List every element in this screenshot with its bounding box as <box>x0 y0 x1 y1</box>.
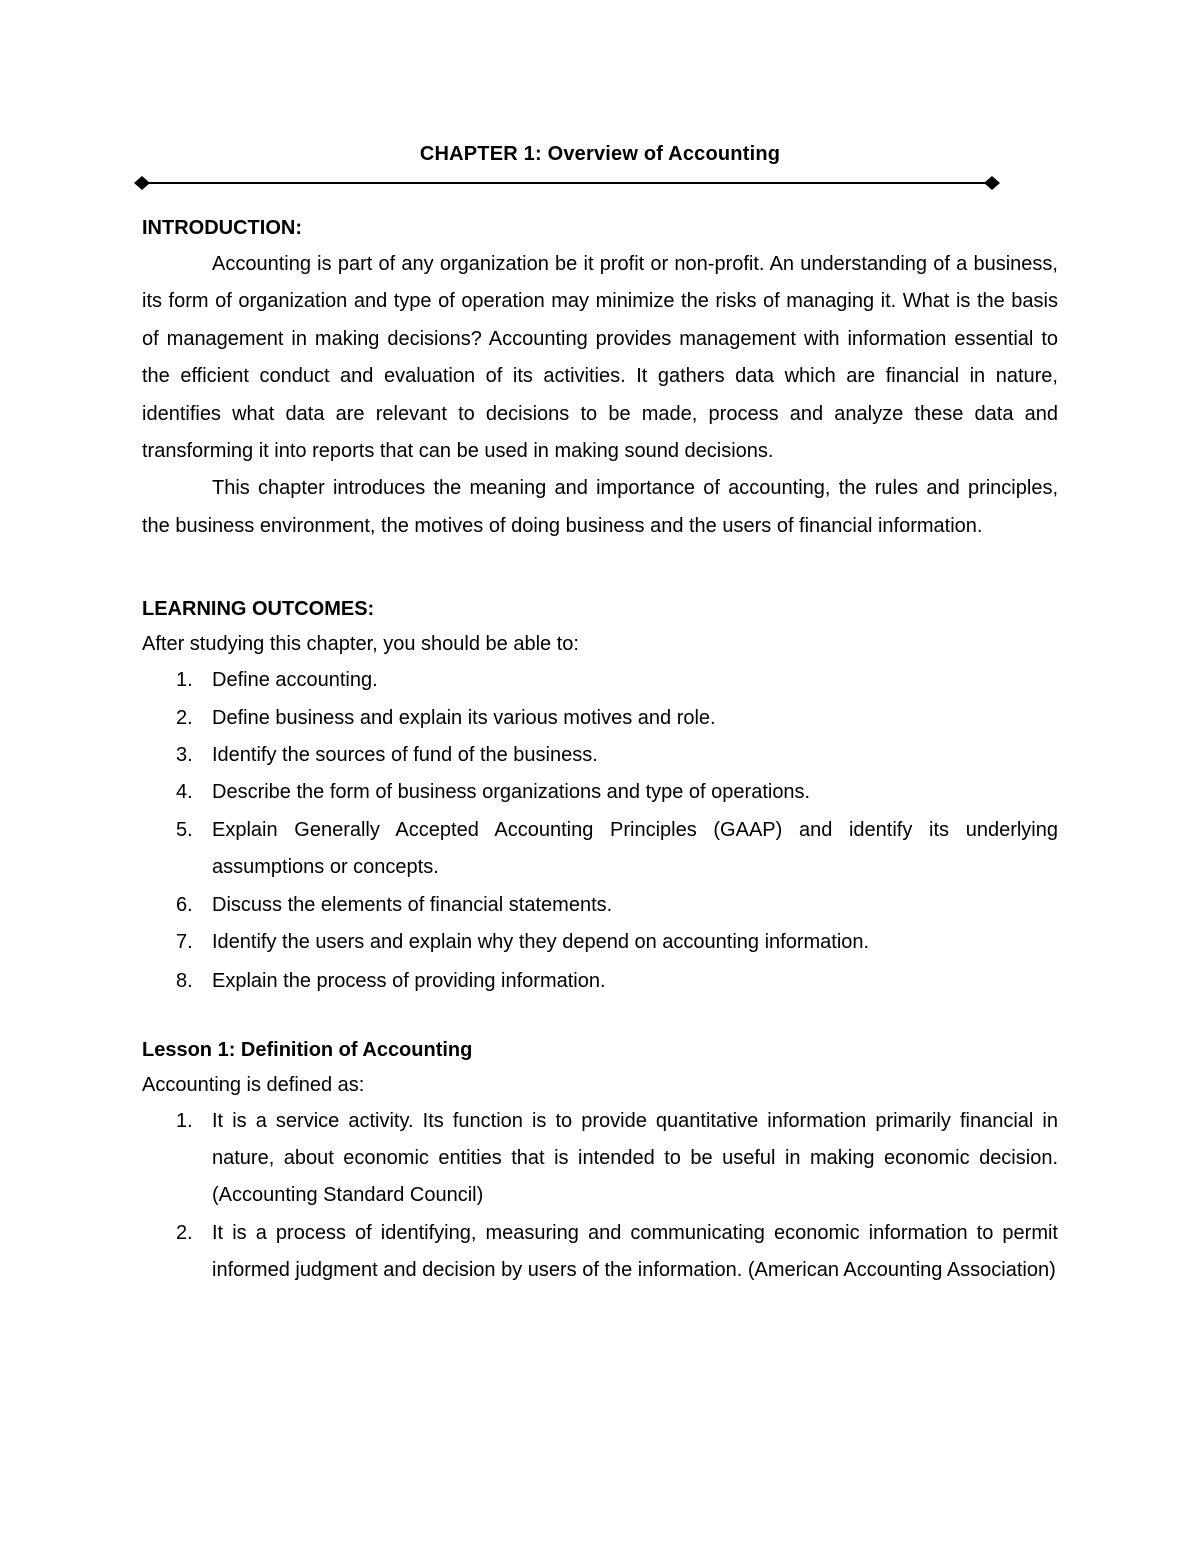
lesson-1-intro: Accounting is defined as: <box>142 1073 365 1096</box>
list-item: 1. It is a service activity. Its function is to provide quantitative information primarily financial in nature, about economic entities that is intended to be useful in making economic decision. (Accounting Standard Council) <box>176 1109 1058 1207</box>
list-item: 4. Describe the form of business organizations and type of operations. <box>176 781 811 804</box>
introduction-paragraph-2: This chapter introduces the meaning and importance of accounting, the rules and principles, the business environment, the motives of doing business and the users of financial information. <box>142 477 1058 537</box>
title-divider <box>134 174 1000 192</box>
list-item: 6. Discuss the elements of financial statements. <box>176 893 613 916</box>
diamond-line-icon <box>134 174 1000 192</box>
spacer <box>142 545 1058 592</box>
spacer <box>142 995 1058 1033</box>
learning-outcomes-intro: After studying this chapter, you should be able to: <box>142 633 579 656</box>
learning-outcomes-list <box>142 662 1058 994</box>
definitions-list <box>142 1103 1058 1290</box>
list-item: 7. Identify the users and explain why they depend on accounting information. <box>176 931 870 954</box>
list-item: 5. Explain Generally Accepted Accounting Principles (GAAP) and identify its underlying assumptions or concepts. <box>176 818 1058 879</box>
main-content <box>142 211 1058 1290</box>
lesson-1-heading: Lesson 1: Definition of Accounting <box>142 1038 473 1061</box>
list-item: 1. Define accounting. <box>176 669 378 692</box>
list-item: 3. Identify the sources of fund of the business. <box>176 744 598 767</box>
list-item: 2. It is a process of identifying, measuring and communicating economic information to permit informed judgment and decision by users of the information. (American Accounting Association) <box>176 1221 1058 1282</box>
list-item: 2. Define business and explain its various motives and role. <box>176 706 716 729</box>
introduction-paragraph-1: Accounting is part of any organization be it profit or non-profit. An understanding of a business, its form of organization and type of operation may minimize the risks of managing it. What is the basis of management in making decisions? Accounting provides management with information essential to the efficient conduct and evaluation of its activities. It gathers data which are financial in nature, identifies what data are relevant to decisions to be made, process and analyze these data and transforming it into reports that can be used in making sound decisions. <box>142 253 1058 463</box>
chapter-title: CHAPTER 1: Overview of Accounting <box>419 143 781 165</box>
list-item: 8. Explain the process of providing information. <box>176 969 606 992</box>
learning-outcomes-heading: LEARNING OUTCOMES: <box>142 598 375 621</box>
introduction-heading: INTRODUCTION: <box>142 217 302 239</box>
